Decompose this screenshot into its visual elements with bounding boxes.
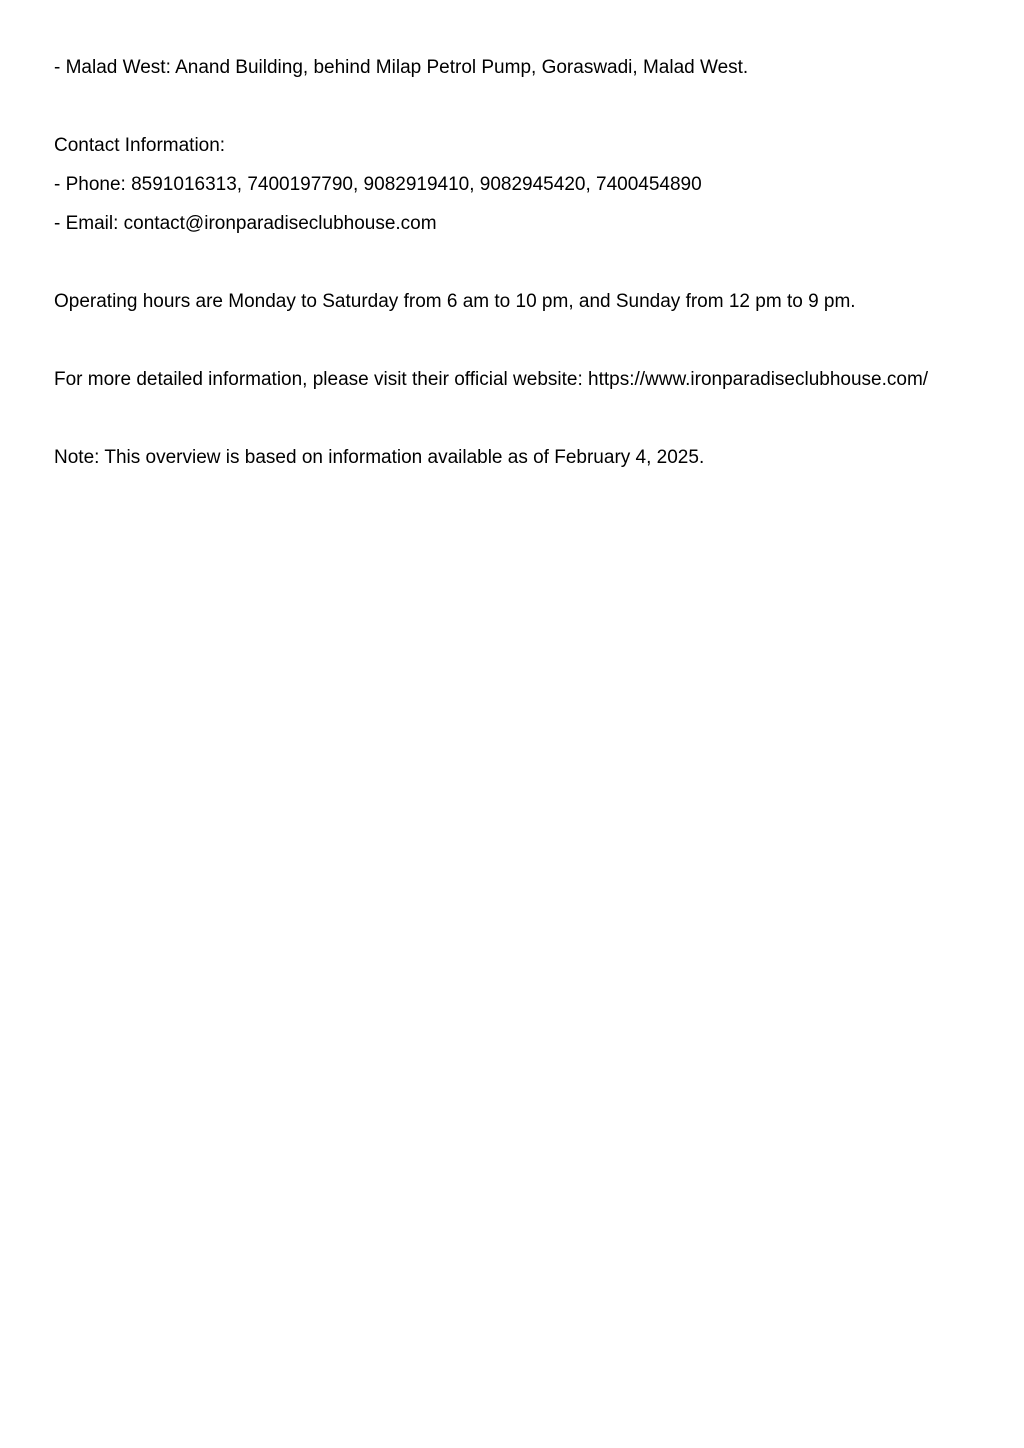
contact-email: - Email: contact@ironparadiseclubhouse.com xyxy=(54,213,437,234)
contact-phone: - Phone: 8591016313, 7400197790, 9082919410, 9082945420, 7400454890 xyxy=(54,174,702,195)
paragraph-spacer xyxy=(54,399,971,438)
overview-note: Note: This overview is based on information available as of February 4, 2025. xyxy=(54,447,705,468)
document-body xyxy=(54,48,971,477)
paragraph-spacer xyxy=(54,87,971,126)
address-malad-west: - Malad West: Anand Building, behind Milap Petrol Pump, Goraswadi, Malad West. xyxy=(54,57,749,78)
paragraph-spacer xyxy=(54,243,971,282)
website-paragraph: For more detailed information, please visit their official website: https://www.ironparadiseclubhouse.com/ xyxy=(54,369,929,390)
operating-hours: Operating hours are Monday to Saturday from 6 am to 10 pm, and Sunday from 12 pm to 9 pm. xyxy=(54,291,856,312)
contact-heading: Contact Information: xyxy=(54,135,226,156)
paragraph-spacer xyxy=(54,321,971,360)
